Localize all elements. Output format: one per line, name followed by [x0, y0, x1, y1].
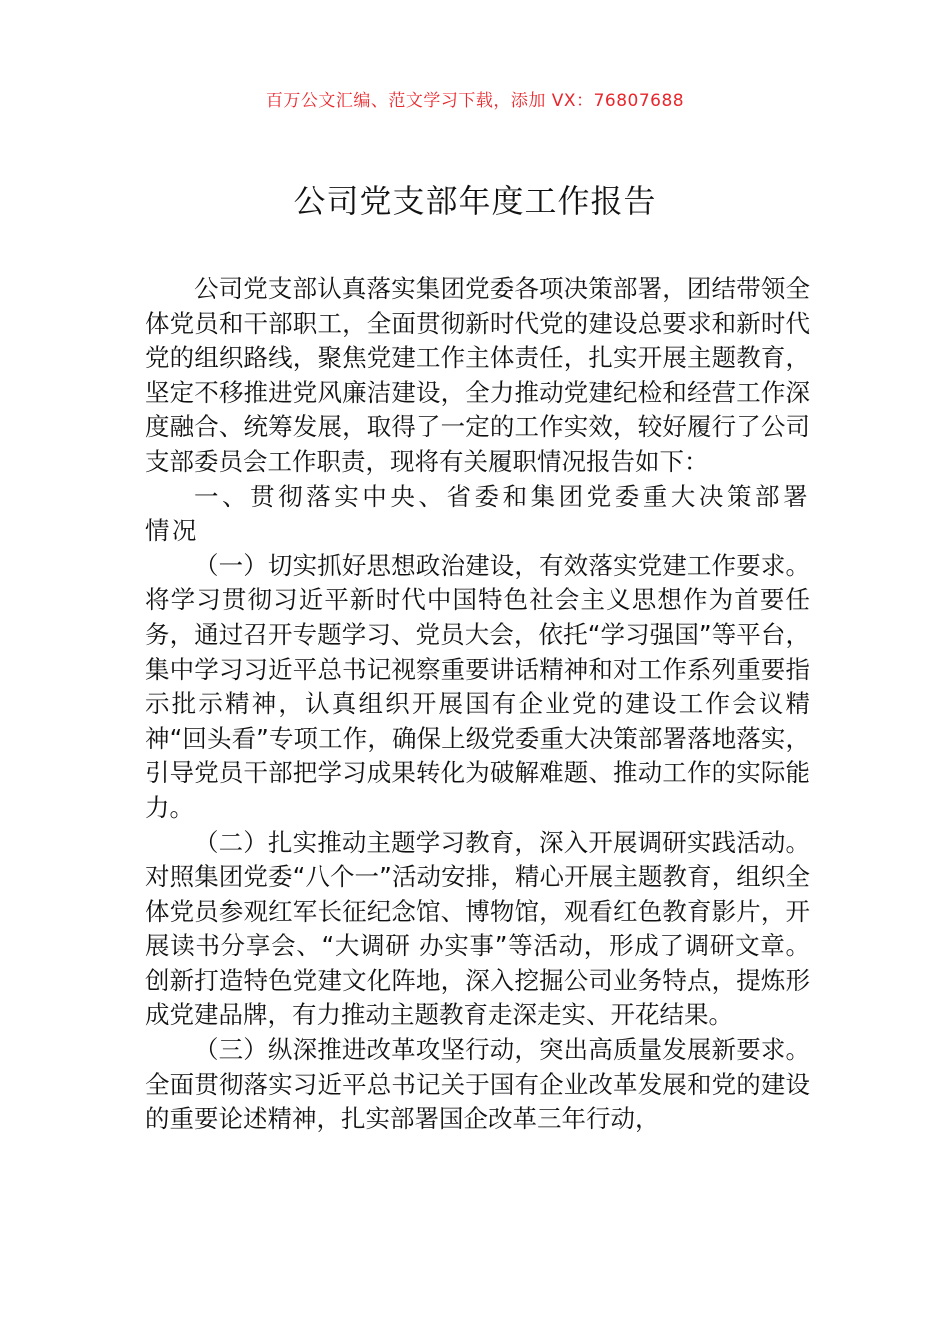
document-title: 公司党支部年度工作报告: [293, 182, 657, 220]
section-heading-1: 一、贯彻落实中央、省委和集团党委重大决策部署情况: [145, 481, 810, 546]
section-item-2: （二）扎实推动主题学习教育，深入开展调研实践活动。对照集团党委“八个一”活动安排，精心开展主题教育，组织全体党员参观红军长征纪念馆、博物馆，观看红色教育影片，开展读书分享会、“大调研 办实事”等活动，形成了调研文章。创新打造特色党建文化阵地，深入挖掘公司业务特点，提炼形成党建品牌，有力推动主题教育走深走实、开花结果。: [145, 827, 810, 1030]
intro-paragraph: 公司党支部认真落实集团党委各项决策部署，团结带领全体党员和干部职工，全面贯彻新时代党的建设总要求和新时代党的组织路线，聚焦党建工作主体责任，扎实开展主题教育，坚定不移推进党风廉洁建设，全力推动党建纪检和经营工作深度融合、统筹发展，取得了一定的工作实效，较好履行了公司支部委员会工作职责，现将有关履职情况报告如下：: [145, 274, 810, 476]
section-item-3: （三）纵深推进改革攻坚行动，突出高质量发展新要求。全面贯彻落实习近平总书记关于国有企业改革发展和党的建设的重要论述精神，扎实部署国企改革三年行动，: [145, 1035, 810, 1134]
section-item-1: （一）切实抓好思想政治建设，有效落实党建工作要求。将学习贯彻习近平新时代中国特色社会主义思想作为首要任务，通过召开专题学习、党员大会，依托“学习强国”等平台，集中学习习近平总书记视察重要讲话精神和对工作系列重要指示批示精神，认真组织开展国有企业党的建设工作会议精神“回头看”专项工作，确保上级党委重大决策部署落地落实，引导党员干部把学习成果转化为破解难题、推动工作的实际能力。: [145, 550, 810, 822]
header-watermark-note: 百万公文汇编、范文学习下载，添加 VX：76807688: [265, 91, 685, 111]
document-body: [145, 272, 810, 1137]
